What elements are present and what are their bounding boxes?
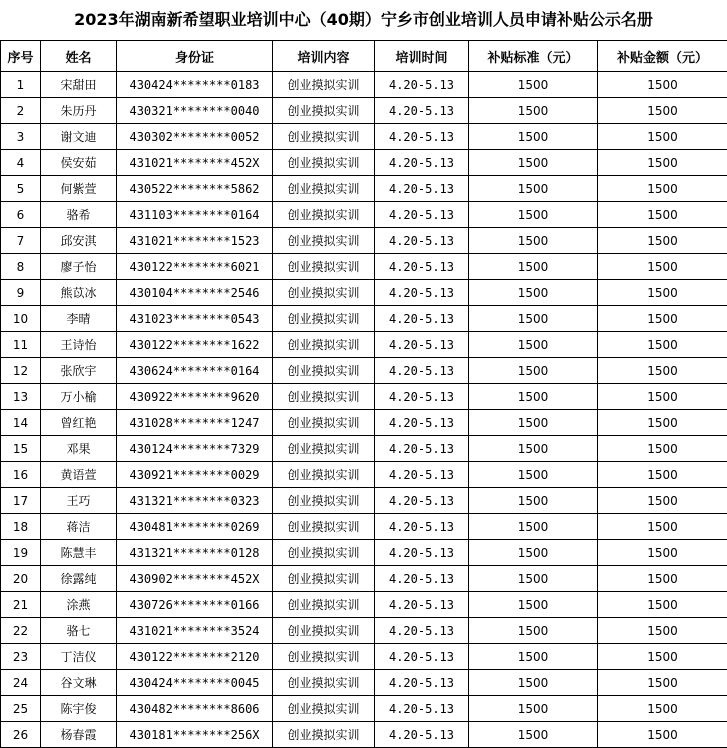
table-row [1,540,727,566]
cell-name: 谢文迪 [41,124,117,150]
cell-id-number: 431021********452X [117,150,273,176]
cell-subsidy-amount: 1500 [598,124,727,150]
table-row [1,436,727,462]
cell-training-content: 创业摸拟实训 [273,176,375,202]
table-row [1,592,727,618]
cell-subsidy-amount: 1500 [598,332,727,358]
cell-id-number: 431028********1247 [117,410,273,436]
cell-subsidy-standard: 1500 [469,462,598,488]
cell-name: 万小榆 [41,384,117,410]
cell-subsidy-amount: 1500 [598,98,727,124]
cell-subsidy-standard: 1500 [469,306,598,332]
cell-id-number: 431021********1523 [117,228,273,254]
cell-name: 曾红艳 [41,410,117,436]
cell-index: 23 [1,644,41,670]
table-row [1,254,727,280]
cell-subsidy-standard: 1500 [469,280,598,306]
cell-training-content: 创业摸拟实训 [273,618,375,644]
cell-subsidy-standard: 1500 [469,436,598,462]
cell-name: 陈宇俊 [41,696,117,722]
cell-training-content: 创业摸拟实训 [273,644,375,670]
cell-subsidy-standard: 1500 [469,254,598,280]
cell-subsidy-standard: 1500 [469,150,598,176]
cell-subsidy-amount: 1500 [598,358,727,384]
cell-training-time: 4.20-5.13 [375,436,469,462]
cell-training-content: 创业摸拟实训 [273,514,375,540]
cell-subsidy-amount: 1500 [598,592,727,618]
cell-id-number: 430522********5862 [117,176,273,202]
cell-name: 廖子怡 [41,254,117,280]
page-title: 2023年湖南新希望职业培训中心（40期）宁乡市创业培训人员申请补贴公示名册 [0,0,727,40]
table-row [1,566,727,592]
cell-subsidy-amount: 1500 [598,618,727,644]
cell-training-content: 创业摸拟实训 [273,124,375,150]
cell-index: 13 [1,384,41,410]
cell-id-number: 430321********0040 [117,98,273,124]
cell-id-number: 431103********0164 [117,202,273,228]
cell-subsidy-amount: 1500 [598,410,727,436]
cell-index: 19 [1,540,41,566]
cell-subsidy-amount: 1500 [598,280,727,306]
cell-subsidy-standard: 1500 [469,566,598,592]
cell-id-number: 430104********2546 [117,280,273,306]
table-row [1,722,727,748]
table-row [1,488,727,514]
cell-index: 16 [1,462,41,488]
cell-subsidy-standard: 1500 [469,176,598,202]
cell-subsidy-standard: 1500 [469,644,598,670]
cell-id-number: 430122********6021 [117,254,273,280]
cell-subsidy-amount: 1500 [598,722,727,748]
header-row [1,41,727,72]
cell-index: 6 [1,202,41,228]
cell-subsidy-standard: 1500 [469,488,598,514]
cell-index: 20 [1,566,41,592]
cell-training-content: 创业摸拟实训 [273,436,375,462]
cell-id-number: 430124********7329 [117,436,273,462]
table-row [1,150,727,176]
cell-training-content: 创业摸拟实训 [273,488,375,514]
cell-training-time: 4.20-5.13 [375,488,469,514]
cell-id-number: 430482********8606 [117,696,273,722]
cell-training-content: 创业摸拟实训 [273,410,375,436]
cell-subsidy-standard: 1500 [469,72,598,98]
cell-subsidy-standard: 1500 [469,358,598,384]
cell-name: 丁洁仪 [41,644,117,670]
col-header-id-number: 身份证 [117,41,273,72]
cell-id-number: 431321********0128 [117,540,273,566]
cell-id-number: 430922********9620 [117,384,273,410]
cell-training-content: 创业摸拟实训 [273,384,375,410]
table-row [1,462,727,488]
cell-training-content: 创业摸拟实训 [273,228,375,254]
cell-training-time: 4.20-5.13 [375,124,469,150]
cell-training-content: 创业摸拟实训 [273,358,375,384]
cell-training-content: 创业摸拟实训 [273,566,375,592]
cell-training-time: 4.20-5.13 [375,280,469,306]
cell-name: 侯安茹 [41,150,117,176]
cell-id-number: 431321********0323 [117,488,273,514]
cell-training-content: 创业摸拟实训 [273,254,375,280]
cell-training-content: 创业摸拟实训 [273,722,375,748]
cell-subsidy-standard: 1500 [469,670,598,696]
cell-subsidy-amount: 1500 [598,228,727,254]
table-row [1,644,727,670]
roster-body [1,72,727,748]
cell-training-content: 创业摸拟实训 [273,462,375,488]
cell-subsidy-amount: 1500 [598,254,727,280]
cell-name: 陈慧丰 [41,540,117,566]
cell-index: 2 [1,98,41,124]
cell-id-number: 430726********0166 [117,592,273,618]
cell-index: 21 [1,592,41,618]
cell-subsidy-amount: 1500 [598,436,727,462]
col-header-training-time: 培训时间 [375,41,469,72]
cell-index: 5 [1,176,41,202]
cell-training-time: 4.20-5.13 [375,410,469,436]
cell-id-number: 430921********0029 [117,462,273,488]
cell-training-time: 4.20-5.13 [375,514,469,540]
cell-training-time: 4.20-5.13 [375,202,469,228]
cell-subsidy-amount: 1500 [598,384,727,410]
table-row [1,176,727,202]
cell-index: 4 [1,150,41,176]
cell-id-number: 430624********0164 [117,358,273,384]
cell-subsidy-amount: 1500 [598,514,727,540]
cell-subsidy-amount: 1500 [598,150,727,176]
cell-index: 12 [1,358,41,384]
table-row [1,410,727,436]
cell-index: 1 [1,72,41,98]
cell-name: 王巧 [41,488,117,514]
cell-subsidy-standard: 1500 [469,514,598,540]
table-row [1,306,727,332]
cell-name: 蒋洁 [41,514,117,540]
cell-subsidy-amount: 1500 [598,202,727,228]
table-row [1,124,727,150]
table-row [1,332,727,358]
cell-subsidy-standard: 1500 [469,202,598,228]
cell-id-number: 431021********3524 [117,618,273,644]
cell-name: 骆七 [41,618,117,644]
table-row [1,514,727,540]
cell-training-content: 创业摸拟实训 [273,696,375,722]
cell-subsidy-amount: 1500 [598,540,727,566]
cell-subsidy-standard: 1500 [469,98,598,124]
cell-index: 25 [1,696,41,722]
cell-training-content: 创业摸拟实训 [273,592,375,618]
cell-training-content: 创业摸拟实训 [273,202,375,228]
cell-subsidy-standard: 1500 [469,592,598,618]
table-row [1,202,727,228]
cell-training-time: 4.20-5.13 [375,462,469,488]
cell-subsidy-amount: 1500 [598,462,727,488]
cell-id-number: 431023********0543 [117,306,273,332]
cell-subsidy-amount: 1500 [598,566,727,592]
col-header-name: 姓名 [41,41,117,72]
cell-training-content: 创业摸拟实训 [273,332,375,358]
cell-training-content: 创业摸拟实训 [273,670,375,696]
cell-id-number: 430302********0052 [117,124,273,150]
cell-training-time: 4.20-5.13 [375,696,469,722]
cell-id-number: 430122********1622 [117,332,273,358]
cell-id-number: 430424********0045 [117,670,273,696]
cell-name: 杨春霞 [41,722,117,748]
cell-name: 邓果 [41,436,117,462]
cell-name: 黄语萱 [41,462,117,488]
cell-subsidy-standard: 1500 [469,124,598,150]
cell-index: 9 [1,280,41,306]
cell-subsidy-standard: 1500 [469,696,598,722]
col-header-subsidy-standard: 补贴标准（元） [469,41,598,72]
table-row [1,98,727,124]
cell-training-content: 创业摸拟实训 [273,98,375,124]
cell-index: 7 [1,228,41,254]
cell-subsidy-standard: 1500 [469,410,598,436]
col-header-subsidy-amount: 补贴金额（元） [598,41,727,72]
cell-training-time: 4.20-5.13 [375,566,469,592]
cell-id-number: 430481********0269 [117,514,273,540]
cell-training-time: 4.20-5.13 [375,72,469,98]
cell-training-time: 4.20-5.13 [375,358,469,384]
roster-table [0,40,727,748]
table-row [1,696,727,722]
cell-index: 18 [1,514,41,540]
cell-subsidy-amount: 1500 [598,72,727,98]
cell-subsidy-amount: 1500 [598,644,727,670]
cell-subsidy-standard: 1500 [469,332,598,358]
cell-subsidy-standard: 1500 [469,722,598,748]
cell-subsidy-standard: 1500 [469,384,598,410]
cell-training-time: 4.20-5.13 [375,670,469,696]
cell-name: 涂燕 [41,592,117,618]
cell-index: 15 [1,436,41,462]
cell-subsidy-amount: 1500 [598,176,727,202]
cell-name: 王诗怡 [41,332,117,358]
cell-training-time: 4.20-5.13 [375,540,469,566]
table-row [1,228,727,254]
cell-index: 22 [1,618,41,644]
cell-index: 8 [1,254,41,280]
cell-training-time: 4.20-5.13 [375,98,469,124]
cell-index: 3 [1,124,41,150]
cell-name: 宋甜田 [41,72,117,98]
cell-subsidy-standard: 1500 [469,228,598,254]
cell-subsidy-amount: 1500 [598,306,727,332]
cell-training-time: 4.20-5.13 [375,150,469,176]
cell-training-time: 4.20-5.13 [375,306,469,332]
cell-id-number: 430181********256X [117,722,273,748]
cell-index: 11 [1,332,41,358]
table-row [1,280,727,306]
cell-training-content: 创业摸拟实训 [273,306,375,332]
table-row [1,618,727,644]
cell-subsidy-amount: 1500 [598,696,727,722]
cell-training-time: 4.20-5.13 [375,618,469,644]
cell-training-content: 创业摸拟实训 [273,540,375,566]
cell-name: 谷文琳 [41,670,117,696]
cell-training-time: 4.20-5.13 [375,254,469,280]
cell-index: 17 [1,488,41,514]
cell-training-content: 创业摸拟实训 [273,280,375,306]
cell-index: 10 [1,306,41,332]
cell-id-number: 430122********2120 [117,644,273,670]
cell-subsidy-standard: 1500 [469,540,598,566]
table-row [1,358,727,384]
cell-training-time: 4.20-5.13 [375,722,469,748]
cell-name: 张欣宇 [41,358,117,384]
cell-name: 熊苡冰 [41,280,117,306]
cell-name: 朱历丹 [41,98,117,124]
cell-training-time: 4.20-5.13 [375,384,469,410]
cell-training-time: 4.20-5.13 [375,592,469,618]
cell-training-time: 4.20-5.13 [375,644,469,670]
table-row [1,670,727,696]
cell-subsidy-amount: 1500 [598,670,727,696]
cell-index: 26 [1,722,41,748]
cell-subsidy-amount: 1500 [598,488,727,514]
cell-name: 邱安淇 [41,228,117,254]
cell-index: 14 [1,410,41,436]
col-header-index: 序号 [1,41,41,72]
cell-name: 李晴 [41,306,117,332]
cell-training-content: 创业摸拟实训 [273,72,375,98]
cell-name: 徐露纯 [41,566,117,592]
cell-training-time: 4.20-5.13 [375,228,469,254]
cell-name: 骆希 [41,202,117,228]
cell-id-number: 430424********0183 [117,72,273,98]
cell-training-time: 4.20-5.13 [375,332,469,358]
cell-subsidy-standard: 1500 [469,618,598,644]
col-header-training-content: 培训内容 [273,41,375,72]
cell-name: 何紫萱 [41,176,117,202]
cell-index: 24 [1,670,41,696]
table-row [1,384,727,410]
cell-training-content: 创业摸拟实训 [273,150,375,176]
cell-id-number: 430902********452X [117,566,273,592]
table-row [1,72,727,98]
cell-training-time: 4.20-5.13 [375,176,469,202]
